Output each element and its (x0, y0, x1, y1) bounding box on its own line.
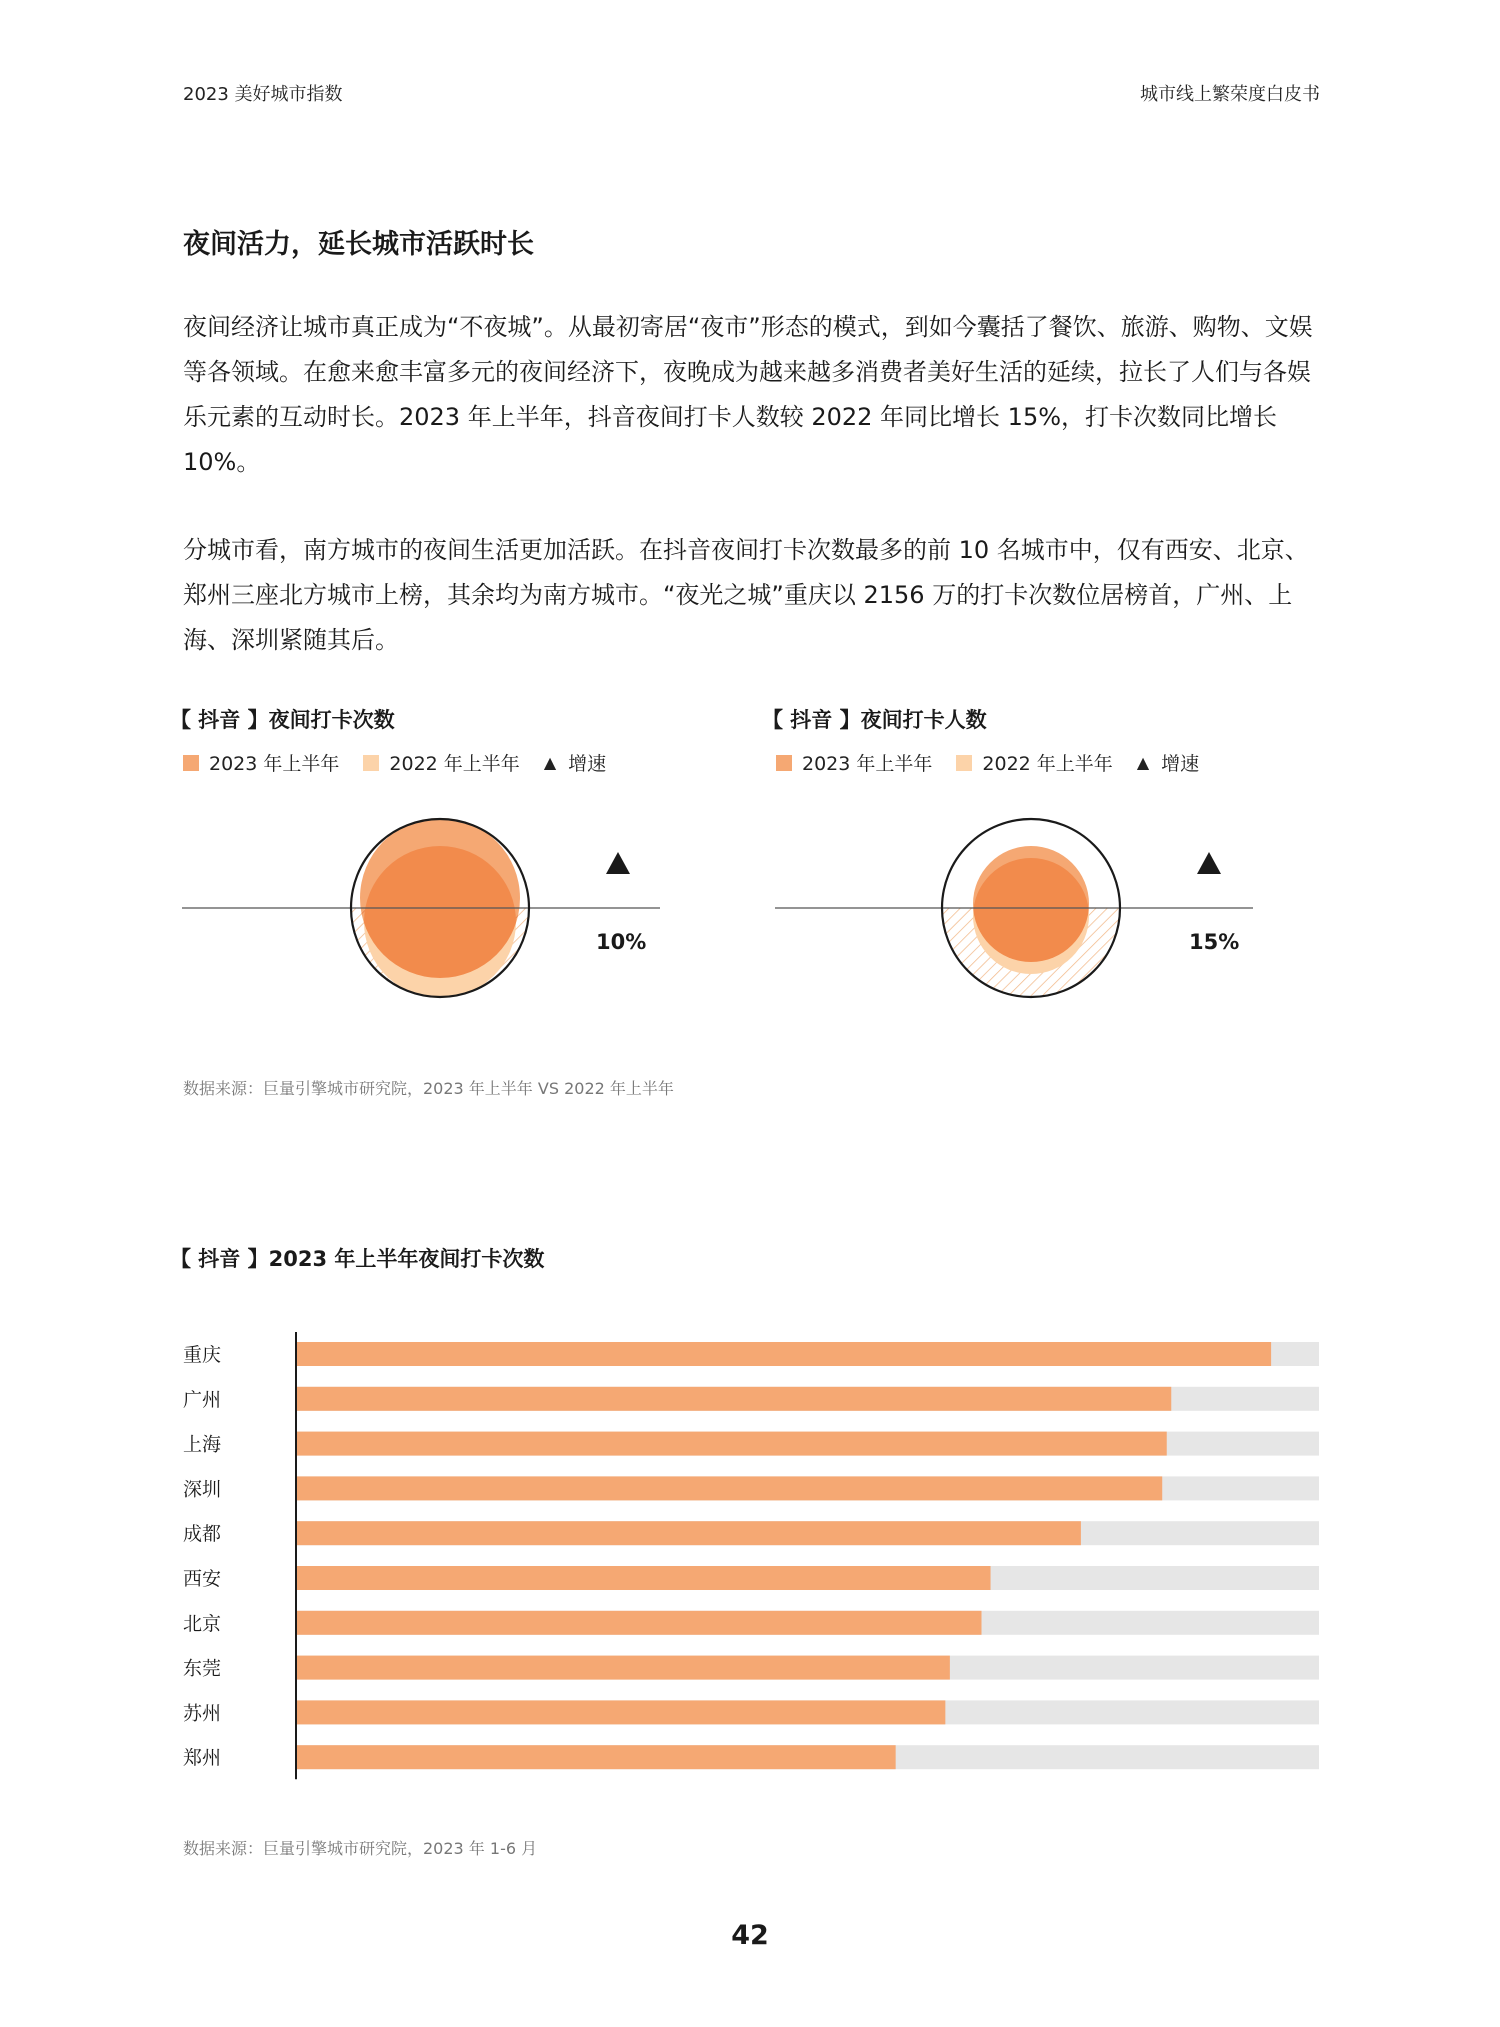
circle-chart-1-title: 【 抖音 】夜间打卡次数 (170, 708, 395, 732)
legend-label-2022: 2022 年上半年 (982, 753, 1113, 775)
section-title: 夜间活力，延长城市活跃时长 (183, 229, 534, 260)
header-right-title: 城市线上繁荣度白皮书 (1140, 84, 1320, 105)
bar-1 (297, 1342, 1271, 1366)
legend-label-2023: 2023 年上半年 (209, 753, 340, 775)
bar-9 (297, 1700, 945, 1724)
bar-4 (297, 1476, 1162, 1500)
circle-chart-2-title: 【 抖音 】夜间打卡人数 (762, 708, 987, 732)
bar-category-label: 郑州 (183, 1747, 222, 1770)
bar-category-label: 重庆 (183, 1344, 222, 1366)
page-number: 42 (731, 1920, 769, 1951)
bar-3 (297, 1432, 1167, 1456)
bar-category-label: 成都 (183, 1523, 222, 1546)
bar-category-label: 广州 (183, 1388, 222, 1411)
bar-5 (297, 1521, 1081, 1545)
bar-category-label: 深圳 (183, 1478, 222, 1501)
circle-chart-2-growth-value: 15% (1189, 930, 1240, 954)
triangle-up-icon: ▲ (543, 753, 557, 772)
paragraph-2: 分城市看，南方城市的夜间生活更加活跃。在抖音夜间打卡次数最多的前 10 名城市中，仅有西安、北京、郑州三座北方城市上榜，其余均为南方城市。“夜光之城”重庆以 2156 万的打卡次数位居榜首，广州、上海、深圳紧随其后。 (183, 536, 1309, 654)
header-left-title: 2023 美好城市指数 (183, 84, 343, 105)
bar-7 (297, 1611, 981, 1635)
circle-chart-1-growth-value: 10% (596, 930, 647, 954)
bar-category-label: 北京 (183, 1612, 222, 1635)
bar-chart-title: 【 抖音 】2023 年上半年夜间打卡次数 (170, 1247, 545, 1271)
data-source-2: 数据来源：巨量引擎城市研究院，2023 年 1-6 月 (183, 1839, 538, 1858)
legend-label-growth: 增速 (1161, 753, 1200, 775)
legend-label-growth: 增速 (568, 753, 607, 775)
bar-category-label: 苏州 (183, 1702, 222, 1725)
bar-10 (297, 1745, 896, 1769)
legend-label-2023: 2023 年上半年 (802, 753, 933, 775)
legend-label-2022: 2022 年上半年 (389, 753, 520, 775)
paragraph-1: 夜间经济让城市真正成为“不夜城”。从最初寄居“夜市”形态的模式，到如今囊括了餐饮、旅游、购物、文娱等各领域。在愈来愈丰富多元的夜间经济下，夜晚成为越来越多消费者美好生活的延续，拉长了人们与各娱乐元素的互动时长。2023 年上半年，抖音夜间打卡人数较 2022 年同比增长 15%，打卡次数同比增长 10%。 (183, 313, 1313, 476)
bar-category-label: 东莞 (183, 1657, 222, 1680)
bar-category-label: 西安 (183, 1568, 222, 1590)
data-source-1: 数据来源：巨量引擎城市研究院，2023 年上半年 VS 2022 年上半年 (183, 1079, 674, 1098)
triangle-up-icon: ▲ (1136, 753, 1150, 772)
bar-2 (297, 1387, 1171, 1411)
bar-category-label: 上海 (183, 1433, 222, 1456)
bar-6 (297, 1566, 991, 1590)
bar-8 (297, 1656, 950, 1680)
